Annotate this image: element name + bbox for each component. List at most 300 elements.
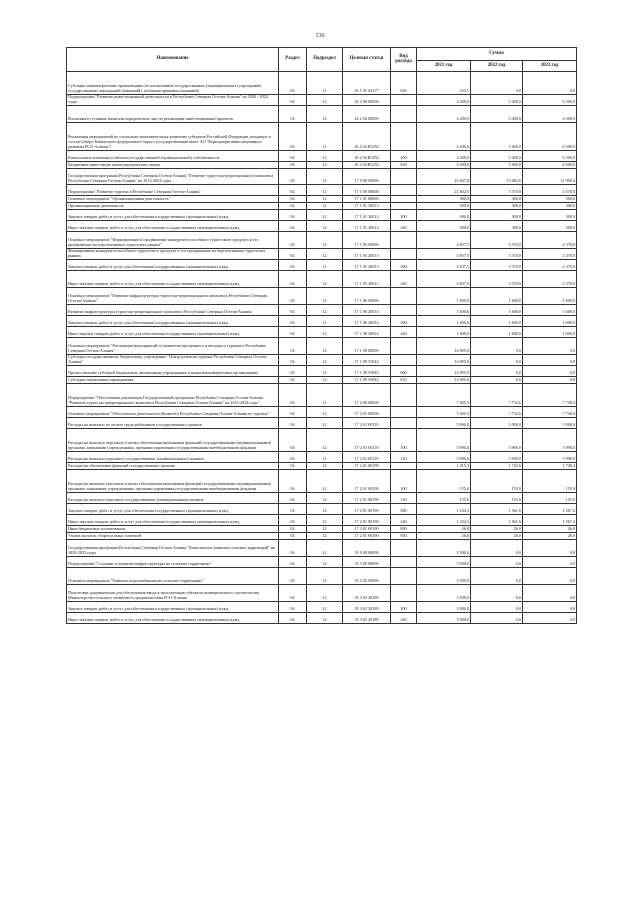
row-subsection: 12	[307, 533, 343, 540]
row-target: 16 2 04 00000	[343, 106, 391, 123]
row-2022: 0,0	[471, 377, 523, 384]
row-2023: 300,0	[523, 196, 577, 203]
table-row	[67, 585, 577, 602]
row-2022: 0,0	[471, 355, 523, 366]
row-name: Расходы на выплаты персоналу государственных (муниципальных) органов	[67, 493, 279, 504]
table-row	[67, 568, 577, 585]
row-target: 17 1 09 55042	[343, 355, 391, 366]
row-target: 17 2 01 00190	[343, 463, 391, 470]
row-name: Государственная программа Республики Северная Осетия-Алания "Комплексное развитие сельских территорий" на 2020-2025 годы	[67, 540, 279, 557]
row-section: 04	[279, 338, 307, 355]
row-expense-type: 600	[391, 366, 417, 377]
row-target: 35 3 02 20189	[343, 585, 391, 602]
row-2022: 7 732,6	[471, 384, 523, 407]
row-subsection: 12	[307, 540, 343, 557]
row-2021: 7 405,3	[417, 384, 471, 407]
row-2022: 5 990,0	[471, 418, 523, 429]
row-name: Основное мероприятие "Развитие водоснабжения на сельских территориях"	[67, 568, 279, 585]
row-2023: 0,0	[523, 568, 577, 585]
row-2023: 2 370,0	[523, 260, 577, 271]
row-section: 04	[279, 169, 307, 185]
row-2021: 4 837,5	[417, 249, 471, 260]
row-2021: 26,0	[417, 533, 471, 540]
row-2023: 1 567,4	[523, 515, 577, 526]
row-2023: 0,0	[523, 338, 577, 355]
row-expense-type	[391, 418, 417, 429]
table-row	[67, 338, 577, 355]
row-2022: 0,0	[471, 338, 523, 355]
row-expense-type	[391, 338, 417, 355]
row-section: 04	[279, 316, 307, 327]
row-subsection: 12	[307, 203, 343, 210]
table-row	[67, 196, 577, 203]
row-expense-type: 850	[391, 533, 417, 540]
row-name: Основное мероприятие "Обеспечение деятельности Комитета Республики Северная Осетия-Алания по туризму"	[67, 407, 279, 418]
row-2022: 26,0	[471, 533, 523, 540]
row-2021: 4 200,0	[417, 151, 471, 162]
row-expense-type	[391, 106, 417, 123]
row-section: 04	[279, 407, 307, 418]
row-2023: 1 600,0	[523, 288, 577, 305]
row-2021: 4 200,0	[417, 162, 471, 169]
table-row	[67, 377, 577, 384]
header-sum: Сумма	[417, 48, 577, 61]
row-2022: 1 561,6	[471, 515, 523, 526]
row-name: Закупка товаров, работ и услуг для обеспечения государственных (муниципальных) нужд	[67, 504, 279, 515]
table-row	[67, 557, 577, 568]
table-row	[67, 515, 577, 526]
row-2023: 0,0	[523, 540, 577, 557]
row-2022: 300,0	[471, 210, 523, 221]
row-2021: 3 000,0	[417, 602, 471, 613]
row-section: 04	[279, 540, 307, 557]
row-section: 04	[279, 602, 307, 613]
row-expense-type: 240	[391, 613, 417, 624]
row-name: Иные закупки товаров, работ и услуг для обеспечения государственных (муниципальных) нужд	[67, 221, 279, 232]
row-section: 04	[279, 429, 307, 452]
row-2023: 0,0	[523, 557, 577, 568]
row-2021: 300,0	[417, 203, 471, 210]
row-expense-type: 200	[391, 504, 417, 515]
row-2022: 0,0	[471, 568, 523, 585]
row-target: 17 1 01 20012	[343, 203, 391, 210]
row-subsection: 12	[307, 384, 343, 407]
row-name: Подготовка документации для обеспечения ввода в эксплуатацию объектов незавершенного строительства Министерства сельского хозяйства и продовольствия РСО-Алания	[67, 585, 279, 602]
row-name: Подпрограмма "Развитие инвестиционной деятельности в Республике Северная Осетия-Алания" на 2020 - 2024 годы	[67, 95, 279, 106]
row-expense-type	[391, 288, 417, 305]
row-2021: 1 600,0	[417, 305, 471, 316]
row-name: Субсидии бюджетным учреждениям	[67, 377, 279, 384]
table-row	[67, 470, 577, 493]
table-row	[67, 533, 577, 540]
row-name: Капитальные вложения в объекты государственной (муниципальной) собственности	[67, 151, 279, 162]
row-name: Основное мероприятие "Организационная деятельность"	[67, 196, 279, 203]
row-name: Реализация мероприятий по социально-экономическому развитию субъектов Российской Федерации, входящих в состав Северо-Кавказского федерального округа (государственный взнос АО "Корпорация инвестиционного развития РСО-Алания")	[67, 123, 279, 151]
row-section: 04	[279, 533, 307, 540]
row-expense-type	[391, 123, 417, 151]
row-expense-type: 120	[391, 452, 417, 463]
table-row	[67, 185, 577, 196]
row-section: 04	[279, 210, 307, 221]
row-2022: 5 400,0	[471, 151, 523, 162]
row-name: Подпрограмма "Создание и развитие инфраструктуры на сельских территориях"	[67, 557, 279, 568]
row-target: 17 1 01 20012	[343, 210, 391, 221]
row-name: Закупка товаров, работ и услуг для обеспечения государственных (муниципальных) нужд	[67, 602, 279, 613]
row-2021: 14 905,0	[417, 366, 471, 377]
row-target: 17 1 06 20014	[343, 316, 391, 327]
table-row	[67, 316, 577, 327]
row-2022: 3 370,0	[471, 260, 523, 271]
row-2021: 1 600,0	[417, 316, 471, 327]
table-row	[67, 288, 577, 305]
row-2023: 1 600,0	[523, 316, 577, 327]
row-2022: 13 082,6	[471, 169, 523, 185]
row-target: 17 2 01 00190	[343, 504, 391, 515]
row-2022: 5 400,0	[471, 95, 523, 106]
table-row	[67, 232, 577, 249]
row-subsection: 12	[307, 338, 343, 355]
row-subsection: 12	[307, 95, 343, 106]
row-name: Расходы на выплаты персоналу в целях обеспечения выполнения функций государственными (муниципальными) органами, казенными учреждениями, органами управления государственными внебюджетными фондами	[67, 470, 279, 493]
row-target: 17 1 05 00000	[343, 232, 391, 249]
row-subsection: 12	[307, 123, 343, 151]
row-2023: 0,0	[523, 72, 577, 95]
table-row	[67, 123, 577, 151]
row-expense-type	[391, 196, 417, 203]
row-section: 04	[279, 377, 307, 384]
row-section: 04	[279, 106, 307, 123]
page-number: 136	[315, 33, 325, 39]
row-subsection: 12	[307, 568, 343, 585]
row-2021: 233,1	[417, 72, 471, 95]
row-expense-type	[391, 540, 417, 557]
row-2022: 1 561,6	[471, 504, 523, 515]
row-subsection: 12	[307, 407, 343, 418]
row-target: 17 2 01 00190	[343, 533, 391, 540]
row-2021: 1 415,3	[417, 463, 471, 470]
row-name: Основное мероприятие "Формирование и продвижение конкурентоспособного туристского продукта и его продвижение на перспективных туристских рынках"	[67, 232, 279, 249]
table-row	[67, 407, 577, 418]
row-target: 17 1 05 20013	[343, 260, 391, 271]
row-expense-type: 200	[391, 210, 417, 221]
row-section: 04	[279, 221, 307, 232]
row-subsection: 12	[307, 602, 343, 613]
table-row	[67, 463, 577, 470]
row-2021: 14 905,0	[417, 338, 471, 355]
table-row	[67, 418, 577, 429]
row-section: 04	[279, 123, 307, 151]
row-subsection: 12	[307, 327, 343, 338]
row-name: Иные бюджетные ассигнования	[67, 526, 279, 533]
row-2022: 0,0	[471, 72, 523, 95]
row-target: 17 1 00 00000	[343, 185, 391, 196]
row-2023: 7 738,4	[523, 407, 577, 418]
row-2021: 5 990,0	[417, 429, 471, 452]
row-2021: 300,0	[417, 196, 471, 203]
row-subsection: 12	[307, 185, 343, 196]
row-2021: 3 500,0	[417, 568, 471, 585]
header-2022: 2022 год	[471, 61, 523, 72]
row-section: 04	[279, 355, 307, 366]
row-2022: 0,0	[471, 613, 523, 624]
row-name: Государственная программа Республики Северная Осетия-Алания "Развитие туристско-рекреационного комплекса Республики Северная Осетия-Алания" на 2014-2024 годы	[67, 169, 279, 185]
row-2022: 0,0	[471, 602, 523, 613]
table-row	[67, 504, 577, 515]
table-row	[67, 429, 577, 452]
row-subsection: 12	[307, 316, 343, 327]
row-2023: 1 748,4	[523, 463, 577, 470]
row-2023: 155,0	[523, 470, 577, 493]
row-2021: 300,0	[417, 221, 471, 232]
row-expense-type: 240	[391, 221, 417, 232]
row-section: 04	[279, 515, 307, 526]
row-2023: 300,0	[523, 210, 577, 221]
row-expense-type: 450	[391, 162, 417, 169]
row-2021: 3 500,0	[417, 585, 471, 602]
row-target: 17 1 05 20013	[343, 271, 391, 288]
header-2023: 2023 год	[523, 61, 577, 72]
row-target: 17 1 06 00000	[343, 288, 391, 305]
row-2022: 0,0	[471, 540, 523, 557]
row-2021: 7 405,3	[417, 407, 471, 418]
row-2022: 1 600,0	[471, 305, 523, 316]
row-name: Подпрограмма "Обеспечение реализации Государственной программы Республики Северная Осетия-Алания "Развитие туристско-рекреационного комплекса Республики Северная Осетия-Алания" на 2014-2024 годы"	[67, 384, 279, 407]
row-expense-type	[391, 95, 417, 106]
row-target: 35 3 02 20189	[343, 613, 391, 624]
row-section: 04	[279, 526, 307, 533]
row-expense-type	[391, 305, 417, 316]
header-target: Целевая статья	[343, 48, 391, 72]
row-section: 04	[279, 288, 307, 305]
row-2021: 4 837,5	[417, 271, 471, 288]
row-2023: 0,0	[523, 602, 577, 613]
row-target: 17 1 09 00000	[343, 338, 391, 355]
row-2022: 155,0	[471, 493, 523, 504]
row-2021: 1 234,3	[417, 515, 471, 526]
table-row	[67, 366, 577, 377]
row-2021: 5 990,0	[417, 452, 471, 463]
row-name: Развитие инфраструктуры туристско-рекреационного комплекса Республики Северная Осетия-Алания	[67, 305, 279, 316]
row-2021: 300,0	[417, 210, 471, 221]
row-target: 16 2 04 R5252	[343, 123, 391, 151]
row-subsection: 12	[307, 366, 343, 377]
row-name: Расходы на выплаты персоналу в целях обеспечения выполнения функций государственными (муниципальными) органами, казенными учреждениями, органами управления государственными внебюджетными фондами	[67, 429, 279, 452]
row-2022: 300,0	[471, 196, 523, 203]
row-expense-type: 240	[391, 327, 417, 338]
row-2022: 26,0	[471, 526, 523, 533]
row-target: 16 1 05 S3277	[343, 72, 391, 95]
row-subsection: 12	[307, 162, 343, 169]
row-name: Расходы на выплаты персоналу государственных (муниципальных) органов	[67, 452, 279, 463]
row-name: Иные закупки товаров, работ и услуг для обеспечения государственных (муниципальных) нужд	[67, 271, 279, 288]
row-target: 17 1 09 55042	[343, 377, 391, 384]
row-2023: 1 600,0	[523, 305, 577, 316]
table-row	[67, 72, 577, 95]
row-2022: 5 570,0	[471, 185, 523, 196]
row-2023: 26,0	[523, 526, 577, 533]
row-section: 04	[279, 72, 307, 95]
row-2022: 1 742,6	[471, 463, 523, 470]
row-2022: 1 600,0	[471, 327, 523, 338]
row-name: Бюджетные инвестиции иным юридическим лицам	[67, 162, 279, 169]
row-2021: 21 662,5	[417, 185, 471, 196]
row-2021: 4 837,5	[417, 260, 471, 271]
table-row	[67, 162, 577, 169]
row-2022: 155,0	[471, 470, 523, 493]
row-2023: 0,0	[523, 377, 577, 384]
table-row	[67, 452, 577, 463]
row-2022: 300,0	[471, 203, 523, 210]
row-target: 17 2 01 00110	[343, 429, 391, 452]
row-subsection: 12	[307, 493, 343, 504]
row-subsection: 12	[307, 196, 343, 203]
row-2023: 2 370,0	[523, 249, 577, 260]
table-row	[67, 169, 577, 185]
row-2023: 7 738,4	[523, 384, 577, 407]
row-section: 04	[279, 504, 307, 515]
row-name: Расходы на обеспечение функций государственных органов	[67, 463, 279, 470]
row-2023: 2 370,0	[523, 232, 577, 249]
row-2022: 0,0	[471, 366, 523, 377]
row-name: Расходы на выплаты по оплате труда работников государственных органов	[67, 418, 279, 429]
row-name: Предоставление субсидий бюджетным, автономным учреждениям и иным некоммерческим организациям	[67, 366, 279, 377]
row-target: 17 2 01 00190	[343, 515, 391, 526]
row-subsection: 12	[307, 526, 343, 533]
header-name: Наименование	[67, 48, 279, 72]
row-2021: 4 837,5	[417, 232, 471, 249]
row-subsection: 12	[307, 557, 343, 568]
row-name: Формирование конкурентоспособного туристского продукта и его продвижение на перспективных туристских рынках	[67, 249, 279, 260]
row-expense-type: 100	[391, 470, 417, 493]
row-2022: 5 400,0	[471, 162, 523, 169]
table-row	[67, 106, 577, 123]
row-expense-type	[391, 232, 417, 249]
row-subsection: 12	[307, 249, 343, 260]
table-row	[67, 613, 577, 624]
row-section: 04	[279, 418, 307, 429]
row-2023: 5 990,0	[523, 452, 577, 463]
header-section: Раздел	[279, 48, 307, 72]
row-expense-type	[391, 384, 417, 407]
row-subsection: 12	[307, 429, 343, 452]
row-expense-type	[391, 463, 417, 470]
table-row	[67, 540, 577, 557]
row-name: Закупка товаров, работ и услуг для обеспечения государственных (муниципальных) нужд	[67, 210, 279, 221]
row-expense-type	[391, 355, 417, 366]
row-section: 04	[279, 470, 307, 493]
row-expense-type: 200	[391, 316, 417, 327]
row-name: Вложения в уставные капиталы юридических лиц по реализации инвестиционных проектов	[67, 106, 279, 123]
row-target: 17 1 09 55042	[343, 366, 391, 377]
row-subsection: 12	[307, 504, 343, 515]
row-2023: 6 500,0	[523, 123, 577, 151]
row-target: 35 3 02 20189	[343, 602, 391, 613]
row-2021: 1 600,0	[417, 327, 471, 338]
row-name: Иные закупки товаров, работ и услуг для обеспечения государственных (муниципальных) нужд	[67, 327, 279, 338]
row-2022: 0,0	[471, 585, 523, 602]
table-row	[67, 249, 577, 260]
row-expense-type	[391, 557, 417, 568]
row-2022: 5 990,0	[471, 452, 523, 463]
row-expense-type	[391, 407, 417, 418]
row-2021: 4 200,0	[417, 123, 471, 151]
row-target: 17 2 01 00110	[343, 452, 391, 463]
row-section: 04	[279, 305, 307, 316]
row-2021: 14 905,0	[417, 377, 471, 384]
row-expense-type: 200	[391, 260, 417, 271]
row-subsection: 12	[307, 355, 343, 366]
table-row	[67, 526, 577, 533]
row-section: 04	[279, 196, 307, 203]
row-section: 04	[279, 557, 307, 568]
row-name: Основное мероприятие "Реализация мероприятий по развитию внутреннего и въездного туризма в Республике Северная Осетия-Алания"	[67, 338, 279, 355]
row-subsection: 12	[307, 232, 343, 249]
row-2023: 0,0	[523, 613, 577, 624]
row-section: 04	[279, 493, 307, 504]
row-2023: 1 567,4	[523, 504, 577, 515]
row-2021: 4 200,0	[417, 95, 471, 106]
row-section: 04	[279, 232, 307, 249]
row-subsection: 12	[307, 585, 343, 602]
row-name: Субсидии государственному бюджетному учреждению "Центр развития туризма Республики Северная Осетия-Алания"	[67, 355, 279, 366]
row-2023: 6 500,0	[523, 151, 577, 162]
table-row	[67, 384, 577, 407]
row-subsection: 12	[307, 288, 343, 305]
row-section: 04	[279, 203, 307, 210]
row-name: Организационная деятельность	[67, 203, 279, 210]
row-target: 35 0 00 00000	[343, 540, 391, 557]
row-2023: 6 500,0	[523, 106, 577, 123]
row-2021: 155,0	[417, 493, 471, 504]
table-row	[67, 260, 577, 271]
row-2023: 4 570,0	[523, 185, 577, 196]
row-expense-type: 120	[391, 493, 417, 504]
row-section: 04	[279, 271, 307, 288]
row-section: 04	[279, 613, 307, 624]
table-row	[67, 210, 577, 221]
table-row	[67, 493, 577, 504]
table-row	[67, 221, 577, 232]
row-2022: 3 370,0	[471, 271, 523, 288]
row-2021: 3 500,0	[417, 540, 471, 557]
row-section: 04	[279, 463, 307, 470]
row-2022: 7 732,6	[471, 407, 523, 418]
row-2023: 2 370,0	[523, 271, 577, 288]
row-2023: 26,0	[523, 533, 577, 540]
row-2023: 5 990,0	[523, 429, 577, 452]
row-2022: 5 990,0	[471, 429, 523, 452]
row-2021: 3 500,0	[417, 557, 471, 568]
row-subsection: 12	[307, 470, 343, 493]
row-subsection: 12	[307, 271, 343, 288]
row-2021: 26,0	[417, 526, 471, 533]
row-expense-type: 100	[391, 429, 417, 452]
table-row	[67, 203, 577, 210]
row-section: 04	[279, 95, 307, 106]
row-2022: 0,0	[471, 557, 523, 568]
table-row	[67, 355, 577, 366]
header-subsection: Подраздел	[307, 48, 343, 72]
row-expense-type: 200	[391, 602, 417, 613]
row-expense-type	[391, 203, 417, 210]
row-name: Закупка товаров, работ и услуг для обеспечения государственных (муниципальных) нужд	[67, 316, 279, 327]
row-expense-type: 240	[391, 515, 417, 526]
row-2021: 14 905,0	[417, 355, 471, 366]
row-section: 04	[279, 162, 307, 169]
row-subsection: 12	[307, 106, 343, 123]
row-expense-type: 630	[391, 72, 417, 95]
row-2023: 300,0	[523, 203, 577, 210]
